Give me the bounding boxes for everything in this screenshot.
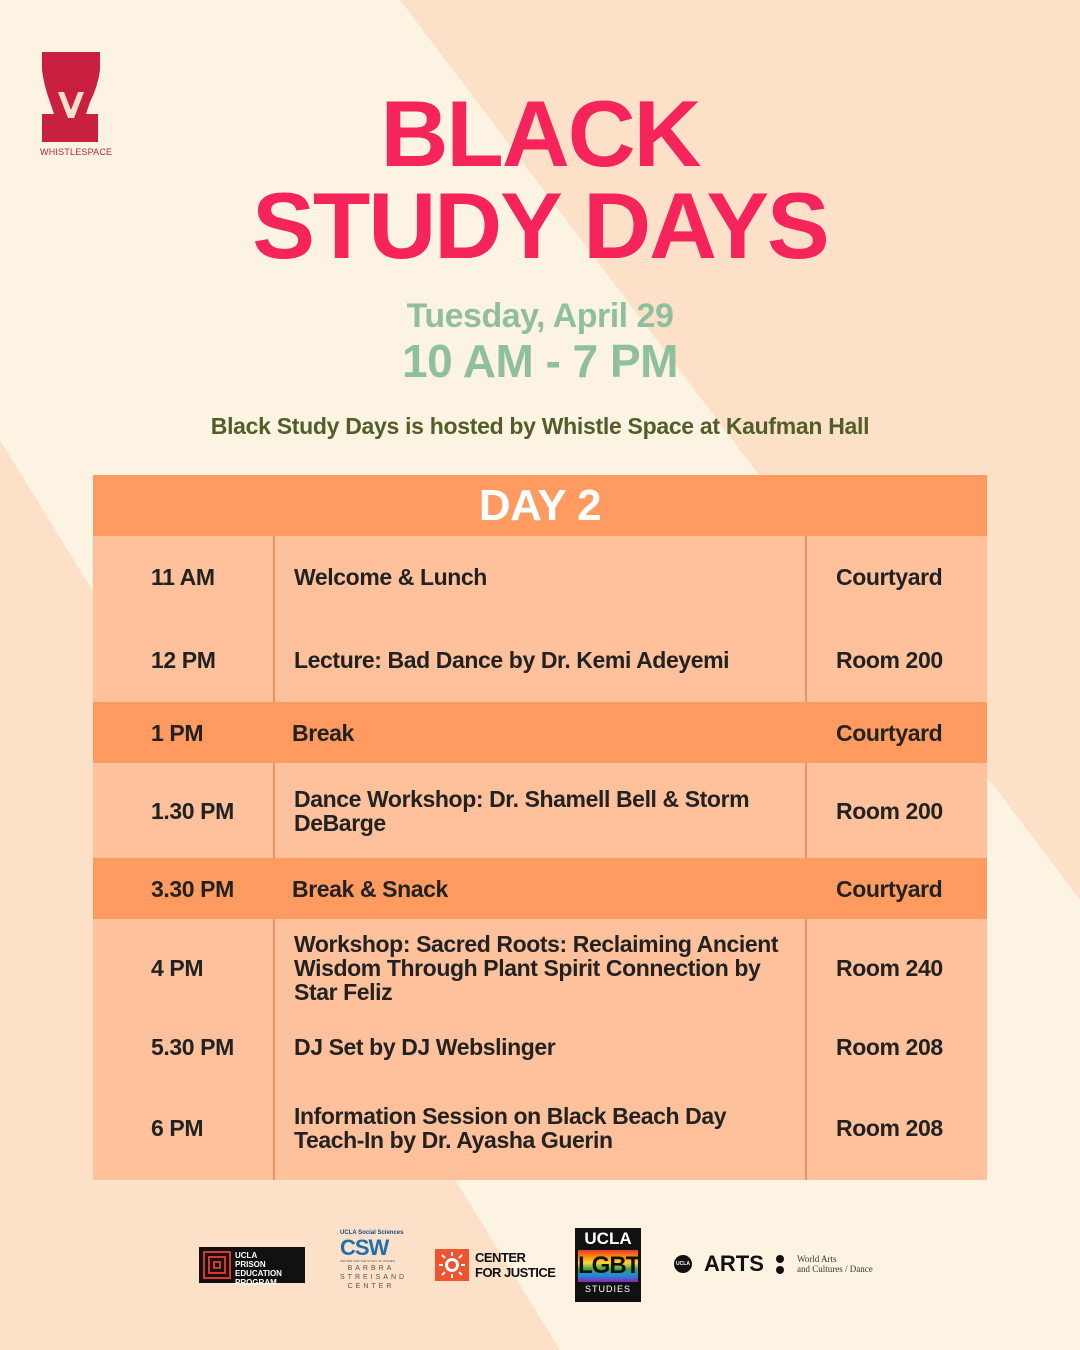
schedule-table <box>93 475 987 1180</box>
row-event: Break & Snack <box>292 875 448 902</box>
schedule-row <box>93 919 987 1017</box>
schedule-row <box>93 536 987 618</box>
arts-side-1: World Arts <box>797 1254 837 1264</box>
event-day: Tuesday, April 29 <box>406 297 674 335</box>
row-time: 12 PM <box>151 647 216 673</box>
row-event: Break <box>292 719 354 746</box>
row-event: Welcome & Lunch <box>273 536 807 618</box>
arts-side-2: and Cultures / Dance <box>797 1264 873 1274</box>
row-place: Room 208 <box>836 1115 943 1141</box>
row-event: DJ Set by DJ Webslinger <box>273 1017 807 1076</box>
page-title <box>0 81 1080 278</box>
row-event: Lecture: Bad Dance by Dr. Kemi Adeyemi <box>273 618 807 702</box>
hosted-by-text: Black Study Days is hosted by Whistle Space at Kaufman Hall <box>210 413 870 439</box>
schedule-row-break <box>93 702 987 763</box>
title-line-1: BLACK <box>380 81 700 186</box>
justice-line1: CENTER <box>475 1250 526 1265</box>
csw-logo <box>340 1230 408 1302</box>
row-place: Room 208 <box>836 1033 943 1060</box>
csw-main: CSW <box>340 1235 389 1260</box>
row-time: 1.30 PM <box>151 797 234 824</box>
event-time: 10 AM - 7 PM <box>401 335 679 387</box>
title-line-2: STUDY DAYS <box>252 173 828 278</box>
schedule-row <box>93 1076 987 1180</box>
csw-b3: CENTER <box>347 1283 395 1290</box>
row-place: Room 200 <box>836 647 943 673</box>
ucla-arts-logo <box>674 1252 884 1282</box>
row-time: 1 PM <box>151 719 204 746</box>
lgbt-bottom: STUDIES <box>584 1284 631 1294</box>
row-time: 4 PM <box>151 955 204 981</box>
row-place: Room 240 <box>836 955 943 981</box>
csw-top-1: UCLA <box>340 1230 357 1236</box>
arts-main: ARTS <box>704 1251 764 1276</box>
csw-b2: STREISAND <box>340 1274 408 1281</box>
schedule-row <box>93 763 987 858</box>
csw-sub: CENTER FOR THE STUDY OF WOMEN <box>340 1259 395 1263</box>
row-event: Dance Workshop: Dr. Shamell Bell & Storm DeBarge <box>273 763 807 858</box>
row-place: Courtyard <box>836 875 943 902</box>
row-place: Room 200 <box>836 797 943 824</box>
row-time: 6 PM <box>151 1115 204 1141</box>
lgbt-main: LGBT <box>578 1250 638 1282</box>
schedule-row <box>93 1017 987 1076</box>
prison-logo-line1: UCLA <box>235 1251 258 1260</box>
justice-line2: FOR JUSTICE <box>475 1265 556 1280</box>
schedule-header: DAY 2 <box>93 475 987 536</box>
arts-dots-icon <box>776 1255 785 1274</box>
row-place: Courtyard <box>836 719 943 746</box>
csw-b1: BARBRA <box>347 1265 395 1272</box>
maze-icon <box>203 1251 231 1279</box>
row-place: Courtyard <box>836 564 943 590</box>
whistlespace-logo-text: WHISTLESPACE <box>40 147 113 157</box>
arts-badge: UCLA <box>674 1255 692 1273</box>
row-time: 11 AM <box>151 564 215 590</box>
schedule-row-break <box>93 858 987 919</box>
prison-logo-line3: PROGRAM <box>235 1278 277 1287</box>
sun-icon <box>439 1252 465 1278</box>
center-for-justice-logo <box>435 1249 556 1281</box>
row-time: 3.30 PM <box>151 875 234 902</box>
row-event: Workshop: Sacred Roots: Reclaiming Ancient Wisdom Through Plant Spirit Connection by Star Feliz <box>273 919 807 1017</box>
schedule-row <box>93 618 987 702</box>
row-event: Information Session on Black Beach Day Teach-In by Dr. Ayasha Guerin <box>273 1076 807 1180</box>
csw-top-2: Social Sciences <box>358 1230 404 1236</box>
sponsor-logos <box>0 1225 1080 1305</box>
lgbt-top: UCLA <box>584 1229 632 1248</box>
event-date <box>0 296 1080 386</box>
lgbt-studies-logo <box>575 1228 641 1302</box>
row-time: 5.30 PM <box>151 1033 234 1060</box>
prison-education-logo <box>199 1247 305 1287</box>
prison-logo-line2: PRISON EDUCATION <box>235 1260 282 1278</box>
